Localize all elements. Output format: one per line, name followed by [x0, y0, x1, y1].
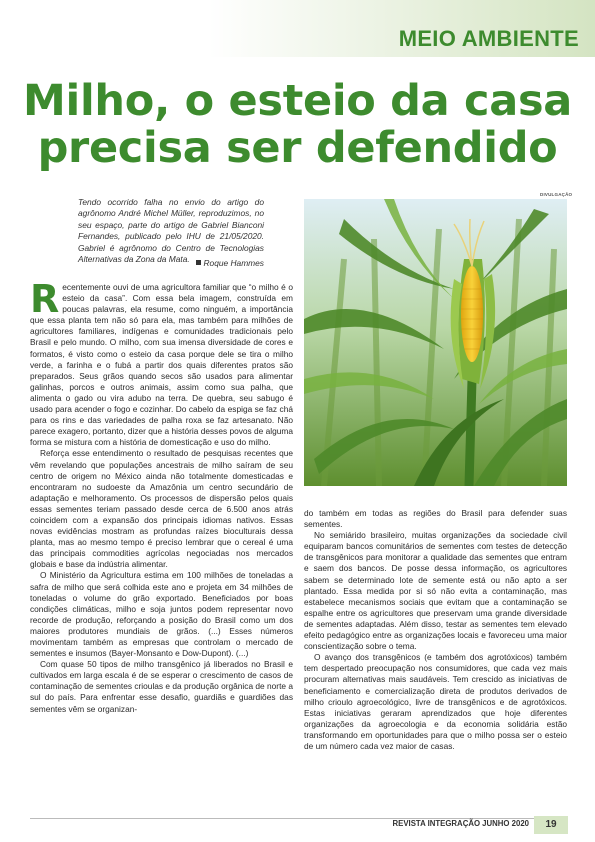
headline-line-2: precisa ser defendido [37, 123, 558, 173]
corn-field-photo [304, 199, 567, 486]
article-paragraph: No semiárido brasileiro, muitas organizações da sociedade civil equiparam bancos comunitários de sementes com testes de detecção de transgênicos para monitorar a qualidade das sementes que entram e saem dos bancos. De posse dessa informação, os agricultores sabem se determinado lote de semente está ou não apto a ser plantado. Essa medida por si só não evita a contaminação, mas estabelece mecanismos sociais que evitam que a contaminação se espalhe entre os agricultores que preservam uma grande diversidade de sementes adaptadas. Além disso, testar as sementes tem elevado efeito pedagógico entre as organizações locais e favoreceu uma maior conscientização sobre o tema. [304, 530, 567, 652]
byline-author: Roque Hammes [203, 258, 264, 268]
headline-line-1: Milho, o esteio da casa [23, 76, 572, 126]
article-paragraph: O Ministério da Agricultura estima em 100 milhões de toneladas a safra de milho que será colhida este ano e projeta em 34 milhões de toneladas o volume do grão exportado. Beneficiados por boas condições climáticas, milho e soja juntos podem representar novo recorde de produção, reforçando a posição do Brasil como um dos maiores produtores mundiais de grãos. (...) Esses números movimentam também as empresas que controlam o mercado de sementes e insumos (Bayer-Monsanto e Dow-Dupont). (...) [30, 570, 293, 659]
page-number: 19 [534, 816, 568, 834]
headline [20, 78, 575, 172]
article-paragraph: O avanço dos transgênicos (e também dos agrotóxicos) também tem despertado preocupação nos consumidores, que cada vez mais procuram alternativas mais saudáveis. Tem crescido as iniciativas de beneficiamento e comercialização direta de produtos derivados de milho crioulo agroecológico, livre de transgênicos e de agrotóxicos. Estas iniciativas geraram aprendizados que hoje diferentes organizações da agroecologia e da economia solidária estão transformando em oportunidades para que o milho possa ser o esteio de um número cada vez maior de casas. [304, 652, 567, 751]
paragraph-text: ecentemente ouvi de uma agricultora familiar que “o milho é o esteio da casa”. Com essa bela imagem, construída em poucas palavras, ela resume, como ninguém, a importância que essa planta tem não só para ela, mas também para milhões de agricultores familiares, indígenas e comunidades tradicionais pelo Brasil e pelo mundo. O milho, com sua imensa diversidade de cores e formatos, é visto como o esteio da casa porque dele se tira o milho verde, a farinha e o fubá a partir dos quais diferentes pratos são preparados. Seus grãos quando secos são usados para alimentar galinhas, porcos e outros animais, assim como sua palha, que alimenta o gado ou vira adubo na terra. De quebra, seu sabugo é usado para acender o fogo e cozinhar. Do cabelo da espiga se faz chá para os rins e das variedades de palha roxa se faz artesanato. Não parece exagero, portanto, dizer que a história desses povos de alguma forma se mistura com a história de domesticação e uso do milho. [30, 282, 293, 448]
article-paragraph: Com quase 50 tipos de milho transgênico já liberados no Brasil e cultivados em larga escala é de se esperar o crescimento de casos de contaminação de sementes crioulas e da produção orgânica de norte a sul do país. Para enfrentar esse desafio, guardiãs e guardiões das sementes vêm se organizan- [30, 659, 293, 714]
article-paragraph [30, 277, 293, 448]
footer-publication: REVISTA INTEGRAÇÃO JUNHO 2020 [392, 819, 529, 828]
square-bullet-icon [196, 260, 201, 265]
drop-cap: R [30, 277, 60, 321]
section-label: MEIO AMBIENTE [398, 26, 579, 51]
article-paragraph: Reforça esse entendimento o resultado de pesquisas recentes que vêm revelando que populações ancestrais de milho saíram de seu centro de origem no México ainda não totalmente domesticadas e encontraram no sudoeste da Amazônia um centro secundário de adaptação e melhoramento. Os processos de dispersão pelos quais essas sementes teriam passado desde cerca de 6.500 anos atrás coincidem com a expansão dos principais idiomas nativos. Essas novas evidências mostram as profundas raízes bioculturais dessa planta, mas ao mesmo tempo é preciso lembrar que o cereal é uma das principais commodities agrícolas negociadas nos mercados globais e base da indústria alimentar. [30, 448, 293, 570]
article-column-left [30, 277, 293, 715]
intro-note: Tendo ocorrido falha no envio do artigo do agrônomo André Michel Müller, reproduzimos, no seu espaço, parte do artigo de Gabriel Bianconi Fernandes, publicado pelo IHU de 21/05/2020. Gabriel é agrônomo do Centro de Tecnologias Alternativas da Zona da Mata. [78, 197, 264, 265]
article-column-right [304, 508, 567, 752]
photo-credit: DIVULGAÇÃO [540, 192, 573, 197]
byline [120, 258, 264, 268]
article-paragraph: do também em todas as regiões do Brasil para defender suas sementes. [304, 508, 567, 530]
